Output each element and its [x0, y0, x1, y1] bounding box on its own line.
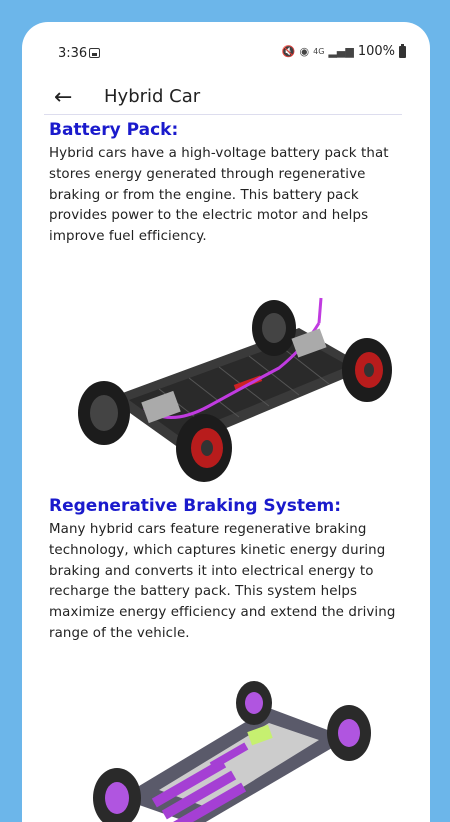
- status-time: 3:36: [58, 46, 88, 61]
- signal-icon: ▂▄▆: [328, 45, 354, 58]
- app-bar: [22, 84, 430, 114]
- mute-icon: 🔇: [281, 45, 296, 58]
- battery-percent: 100%: [357, 44, 395, 59]
- network-label: 4G: [313, 47, 325, 56]
- divider: [44, 114, 402, 115]
- status-bar: [22, 22, 430, 84]
- image-icon: [89, 48, 100, 58]
- hotspot-icon: ◉: [299, 45, 310, 58]
- battery-icon: [399, 46, 406, 58]
- regen-braking-image: [49, 678, 399, 822]
- section-regen: [49, 494, 399, 645]
- phone-screen: [22, 22, 430, 822]
- status-icons: [282, 44, 406, 59]
- battery-pack-image: [49, 288, 399, 488]
- wheel: [78, 381, 130, 445]
- section-body-battery: Hybrid cars have a high-voltage battery pack that stores energy generated through regenerative braking or from the engine. This battery pack provides power to the electric motor and helps improve fuel efficiency.: [49, 146, 389, 245]
- section-heading-regen: Regenerative Braking System:: [49, 496, 342, 516]
- section-body-regen: Many hybrid cars feature regenerative braking technology, which captures kinetic energy during braking and converts it into electrical energy to recharge the battery pack. This system helps maximize energy efficiency and extend the driving range of the vehicle.: [49, 522, 396, 641]
- arrow-left-icon[interactable]: ←: [54, 85, 73, 110]
- page-title: Hybrid Car: [104, 86, 201, 107]
- content-area[interactable]: [49, 118, 399, 641]
- section-heading-battery: Battery Pack:: [49, 120, 179, 140]
